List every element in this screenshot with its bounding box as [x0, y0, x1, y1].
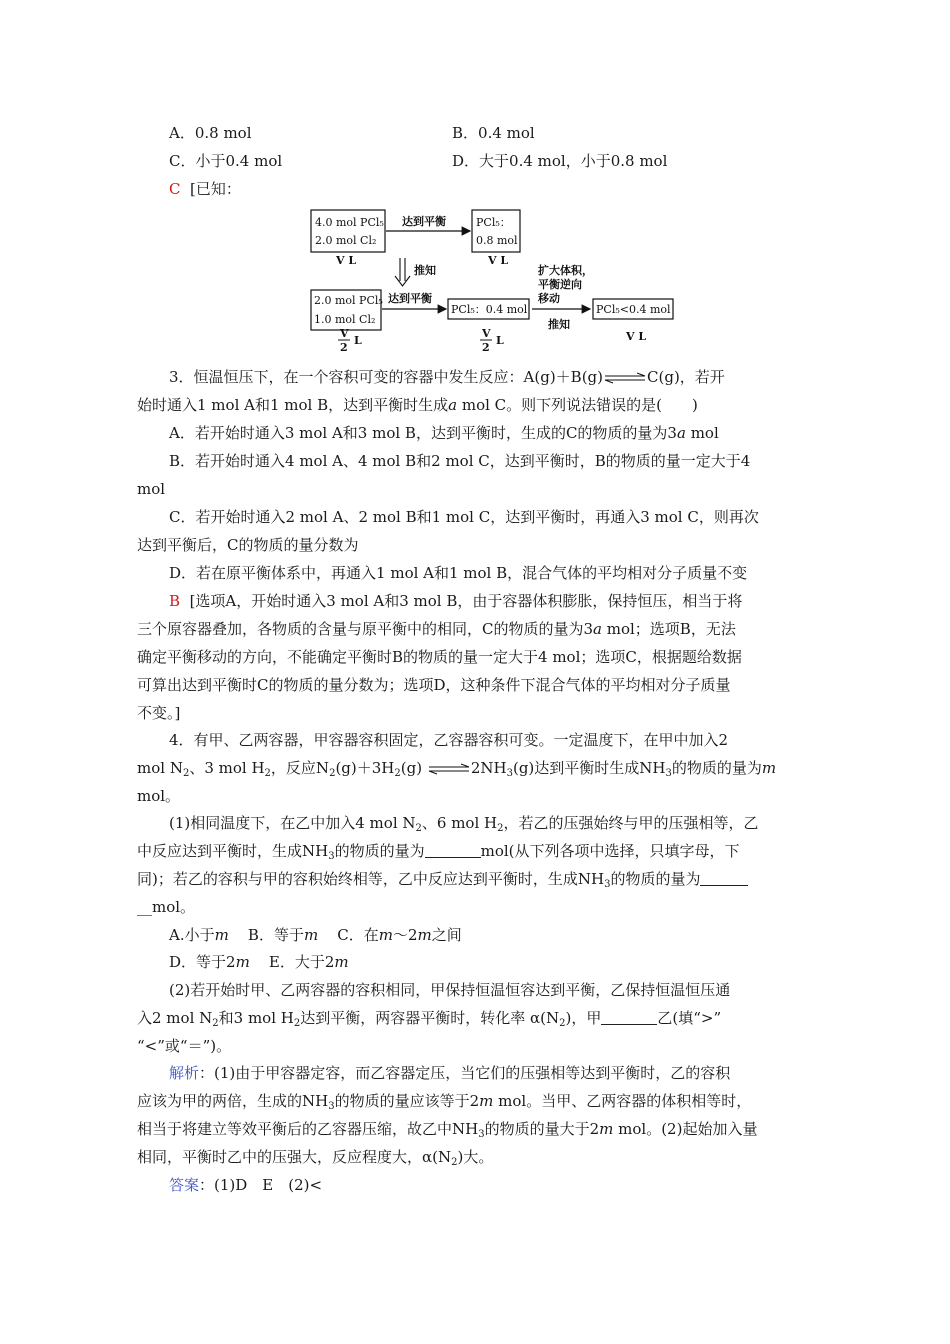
- q4-options-row1: A.小于m B．等于m C．在m～2m之间: [169, 926, 462, 944]
- box-eq1-line2: 0.8 mol: [476, 234, 518, 247]
- analysis-label: 解析: [169, 1064, 200, 1082]
- shift-label-2: 平衡逆向: [538, 278, 582, 291]
- q4-analysis-line2: 应该为甲的两倍，生成的$NH_3$的物质的量应该等于2m mol。当甲、乙两容器的体积相等时，: [137, 1092, 752, 1112]
- box-initial-line1: 4.0 mol PCl₅: [315, 216, 384, 229]
- q3-option-b: B．若开始时通入4 mol A、4 mol B和2 mol C，达到平衡时，B的物质的量一定大于4: [169, 452, 751, 470]
- answer-blank-2[interactable]: [700, 871, 748, 886]
- volume-label-2: V L: [488, 254, 509, 267]
- volume-label-1: V L: [336, 254, 357, 267]
- volume-label-5: V L: [626, 330, 647, 343]
- deduce-label-1: 推知: [414, 264, 436, 277]
- q2-option-d: D．大于0.4 mol，小于0.8 mol: [452, 152, 668, 170]
- frac-num-1: V: [340, 327, 349, 340]
- q4-analysis-line3: 相当于将建立等效平衡后的乙容器压缩，故乙中$NH_3$的物质的量大于2m mol。(2)起始加入量: [137, 1120, 758, 1140]
- q4-part1-line1: (1)相同温度下，在乙中加入4 mol $N_2$、6 mol $H_2$，若乙的压强始终与甲的压强相等，乙: [169, 814, 759, 834]
- q4-stem-line2: mol $N_2$、3 mol $H_2$，反应$N_2(g)+3H_2(g)$ $2NH_3(g)$达到平衡时生成$NH_3$的物质的量为m: [137, 759, 777, 779]
- q3-option-c-cont: 达到平衡后，C的物质的量分数为: [137, 536, 359, 554]
- frac-num-2: V: [482, 327, 491, 340]
- answer-blank-3[interactable]: [601, 1010, 657, 1025]
- q4-part2-line2: 入2 mol $N_2$和3 mol $H_2$达到平衡，两容器平衡时，转化率 $\alpha(N_2)$，甲 乙(填“>”: [137, 1009, 722, 1029]
- unit-2: L: [496, 334, 504, 347]
- q3-option-b-cont: mol: [137, 480, 166, 498]
- q3-option-d: D．若在原平衡体系中，再通入1 mol A和1 mol B，混合气体的平均相对分子质量不变: [169, 564, 748, 582]
- unit-1: L: [354, 334, 362, 347]
- q4-part1-line3: 同)；若乙的容积与甲的容积始终相等，乙中反应达到平衡时，生成$NH_3$的物质的量为: [137, 869, 748, 895]
- q3-explanation-3: 确定平衡移动的方向，不能确定平衡时B的物质的量一定大于4 mol；选项C，根据题给数据: [137, 648, 742, 666]
- q3-explanation-4: 可算出达到平衡时C的物质的量分数为；选项D，这种条件下混合气体的平均相对分子质量: [137, 676, 731, 694]
- q4-analysis-line4: 相同，平衡时乙中的压强大，反应程度大，$\alpha(N_2)$大。: [137, 1148, 494, 1168]
- box-initial-line2: 2.0 mol Cl₂: [315, 234, 377, 247]
- frac-den-1: 2: [340, 341, 348, 354]
- equilibrium-diagram: [310, 206, 680, 356]
- q4-answer-line: 答案：(1)D E (2)<: [169, 1176, 323, 1194]
- frac-den-2: 2: [482, 341, 490, 354]
- box-final-text: PCl₅<0.4 mol: [596, 303, 671, 316]
- q4-part1-line4: __mol。: [137, 898, 196, 916]
- q2-option-c: C．小于0.4 mol: [169, 152, 283, 170]
- q3-explanation-1: B [选项A，开始时通入3 mol A和3 mol B，由于容器体积膨胀，保持恒压，相当于将: [169, 592, 743, 610]
- q4-part2-line1: (2)若开始时甲、乙两容器的容积相同，甲保持恒温恒容达到平衡，乙保持恒温恒压通: [169, 981, 731, 999]
- shift-label-3: 移动: [538, 292, 560, 305]
- arrow-label-1: 达到平衡: [402, 215, 446, 228]
- q4-part2-line3: “<”或“＝”)。: [137, 1037, 232, 1055]
- box-eq2-text: PCl₅：0.4 mol: [451, 303, 528, 316]
- q3-stem-line1: 3．恒温恒压下，在一个容积可变的容器中发生反应：A(g)＋B(g) C(g)，若开: [169, 368, 725, 386]
- shift-label-1: 扩大体积，: [538, 264, 593, 277]
- q2-answer: C: [169, 180, 181, 198]
- box-half-line2: 1.0 mol Cl₂: [314, 313, 376, 326]
- q2-answer-intro: [已知：: [190, 180, 241, 198]
- q3-option-a: A．若开始时通入3 mol A和3 mol B，达到平衡时，生成的C的物质的量为3a mol: [169, 424, 719, 442]
- box-eq1-line1: PCl₅：: [476, 216, 511, 229]
- q4-options-row2: D．等于2m E．大于2m: [169, 953, 349, 971]
- answer-label: 答案: [169, 1176, 200, 1194]
- answer-blank-1[interactable]: [425, 843, 481, 858]
- box-half-line1: 2.0 mol PCl₅: [314, 294, 383, 307]
- q3-stem-line2: 始时通入1 mol A和1 mol B，达到平衡时生成a mol C。则下列说法错误的是( ): [137, 396, 698, 414]
- q4-stem-line3: mol。: [137, 787, 181, 805]
- q2-option-b: B．0.4 mol: [452, 124, 535, 142]
- q3-option-c: C．若开始时通入2 mol A、2 mol B和1 mol C，达到平衡时，再通入3 mol C，则再次: [169, 508, 759, 526]
- q3-explanation-5: 不变。]: [137, 704, 181, 722]
- q2-answer-line: [169, 179, 241, 199]
- equilibrium-arrow-icon: [427, 763, 471, 775]
- q4-stem-line1: 4．有甲、乙两容器，甲容器容积固定，乙容器容积可变。一定温度下，在甲中加入2: [169, 731, 729, 749]
- q3-explanation-2: 三个原容器叠加，各物质的含量与原平衡中的相同，C的物质的量为3a mol；选项B，无法: [137, 620, 736, 638]
- q4-part1-line2: 中反应达到平衡时，生成$NH_3$的物质的量为 mol(从下列各项中选择，只填字母，下: [137, 842, 740, 862]
- arrow-label-2: 达到平衡: [388, 292, 432, 305]
- q3-answer: B: [169, 592, 181, 610]
- q4-analysis-line1: 解析：(1)由于甲容器定容，而乙容器定压，当它们的压强相等达到平衡时，乙的容积: [169, 1064, 731, 1082]
- equilibrium-arrow-icon: [603, 372, 647, 384]
- deduce-label-2: 推知: [548, 318, 570, 331]
- q2-option-a: A．0.8 mol: [169, 124, 252, 142]
